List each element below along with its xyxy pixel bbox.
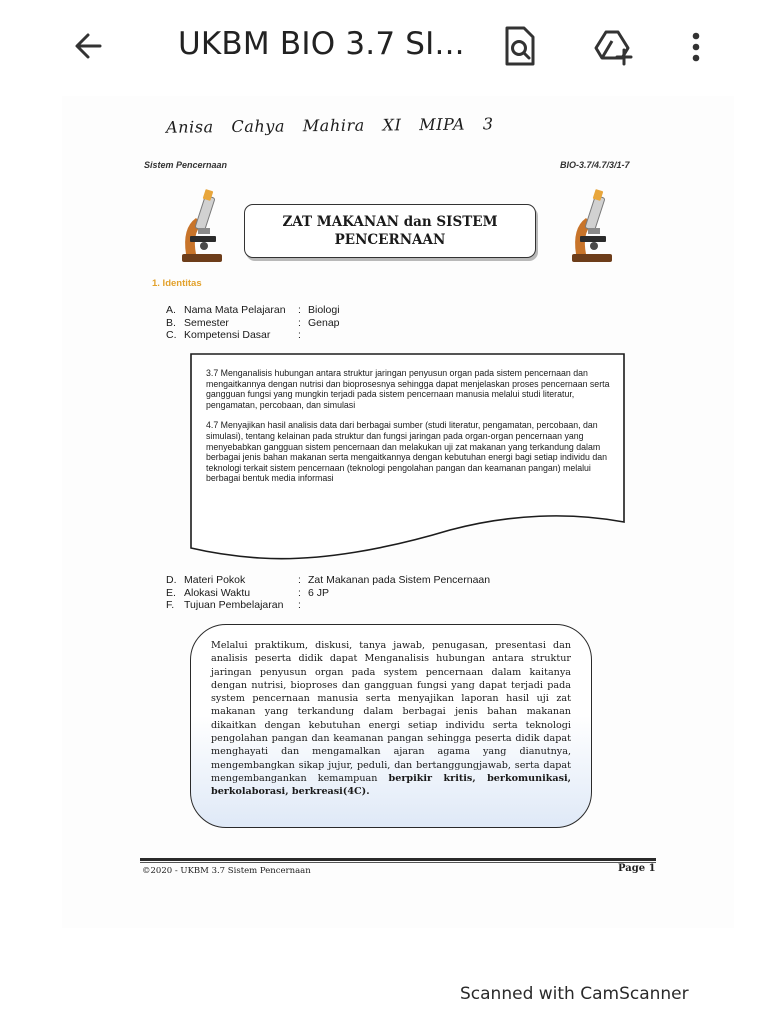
row-label: Tujuan Pembelajaran (184, 599, 284, 611)
header-code: BIO-3.7/4.7/3/1-7 (560, 160, 630, 170)
document-search-icon[interactable] (500, 24, 540, 68)
row-letter: B. (166, 316, 176, 329)
kd-4-7-text: 4.7 Menyajikan hasil analisis data dari berbagai sumber (studi literatur, pengamatan, percobaan, dan simulasi), tentang kelainan pada struktur dan fungsi jaringan pada organ-organ pencernaan yang menyebabkan gangguan sistem pencernaan dan melakukan uji zat makanan yang terkandung dalam berbagai jenis bahan makanan serta mengaitkannya dengan kebutuhan energi bagi setiap individu dan teknologi terkait sistem pencernaan (teknologi pengolahan pangan dan keamanan pangan) melalui berbagai bentuk media informasi (206, 420, 608, 484)
row-letter: A. (166, 304, 176, 316)
document-title: UKBM BIO 3.7 SI... (178, 26, 465, 62)
tujuan-paragraph (211, 639, 571, 799)
row-label: Semester (184, 316, 229, 329)
row-label: Materi Pokok (184, 574, 246, 586)
footer-copyright: ©2020 - UKBM 3.7 Sistem Pencernaan (142, 866, 311, 876)
row-colon: : (298, 599, 301, 611)
row-value: Genap (308, 316, 340, 329)
row-value: 6 JP (308, 586, 330, 599)
row-value: Zat Makanan pada Sistem Pencernaan (308, 574, 491, 586)
kd-3-7-text: 3.7 Menganalisis hubungan antara struktur jaringan penyusun organ pada sistem pencernaan dan mengaitkannya dengan nutrisi dan bioprosesnya sehingga dapat menjelaskan proses pencernaan serta gangguan fungsi yang mungkin terjadi pada sistem pencernaan manusia melalui studi literatur, pengamatan, percobaan, dan simulasi (206, 368, 610, 410)
more-vert-icon[interactable] (678, 24, 718, 68)
row-label: Alokasi Waktu (184, 586, 251, 599)
row-label: Nama Mata Pelajaran (184, 304, 286, 316)
arrow-left-icon[interactable] (66, 26, 114, 66)
row-letter: F. (166, 599, 175, 611)
row-label: Kompetensi Dasar (184, 329, 271, 341)
row-colon: : (298, 574, 301, 586)
header-topic: Sistem Pencernaan (144, 160, 228, 170)
row-value: Biologi (308, 304, 340, 316)
section-heading-identitas: 1. Identitas (152, 278, 202, 289)
kompetensi-dasar-box (190, 352, 626, 564)
row-letter: E. (166, 586, 176, 599)
document-main-title: ZAT MAKANAN dan SISTEM PENCERNAAN (282, 214, 498, 248)
page-number: Page 1 (618, 863, 656, 874)
microscope-icon (564, 188, 620, 264)
footer-divider-thin (140, 862, 656, 863)
scanned-page[interactable] (62, 96, 734, 928)
handwritten-student-name: Anisa Cahya Mahira XI MIPA 3 (165, 114, 494, 137)
document-title-box (244, 204, 536, 258)
microscope-icon (174, 188, 230, 264)
row-colon: : (298, 304, 301, 316)
camscanner-watermark: Scanned with CamScanner (460, 984, 689, 1004)
add-to-drive-icon[interactable] (592, 24, 632, 68)
app-bar (0, 0, 768, 96)
row-colon: : (298, 329, 301, 341)
row-colon: : (298, 586, 301, 599)
row-letter: C. (166, 329, 177, 341)
footer-divider (140, 858, 656, 861)
row-letter: D. (166, 574, 177, 586)
row-colon: : (298, 316, 301, 329)
tujuan-text: Melalui praktikum, diskusi, tanya jawab, penugasan, presentasi dan analisis peserta didik dapat Menganalisis hubungan antara struktur jaringan penyusun organ pada system pencernaan dalam kaitanya dengan nutrisi, bioproses dan gangguan fungsi yang dapat terjadi pada system pencernaan manusia serta menyajikan laporan hasil uji zat makanan yang terkandung dalam berbagai jenis bahan makanan dikaitkan dengan kebutuhan energi setiap individu serta teknologi pengolahan pangan dan keamanan pangan sehingga peserta didik dapat menghayati dan mengamalkan ajaran agama yang dianutnya, mengembangkan sikap jujur, peduli, dan bertanggungjawab, serta dapat mengembangankan kemampuan (211, 640, 571, 784)
tujuan-bold-text: berpikir kritis, berkomunikasi, berkolaborasi, berkreasi(4C). (211, 772, 571, 798)
tujuan-pembelajaran-box (190, 624, 592, 828)
